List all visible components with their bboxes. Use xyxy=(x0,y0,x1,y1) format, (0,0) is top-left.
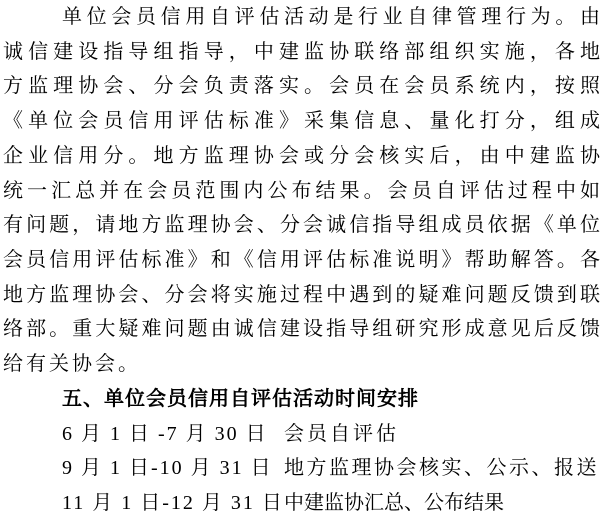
schedule-time: 9 月 1 日-10 月 31 日 xyxy=(62,457,273,480)
paragraph-line: 络部。重大疑难问题由诚信建设指导组研究形成意见后反馈 xyxy=(3,318,600,341)
paragraph-line: 统一汇总并在会员范围内公布结果。会员自评估过程中如 xyxy=(3,179,600,202)
body-paragraph xyxy=(3,0,600,382)
paragraph-line: 诚信建设指导组指导，中建监协联络部组织实施，各地 xyxy=(3,40,600,63)
schedule-activity: 中建监协汇总、公布结果 xyxy=(284,492,504,515)
section-heading: 五、单位会员信用自评估活动时间安排 xyxy=(62,387,419,410)
paragraph-line: 有问题，请地方监理协会、分会诚信指导组成员依据《单位 xyxy=(3,214,600,237)
schedule-activity: 地方监理协会核实、公示、报送 xyxy=(284,457,599,480)
paragraph-line: 地方监理协会、分会将实施过程中遇到的疑难问题反馈到联 xyxy=(3,283,600,306)
schedule-list xyxy=(3,417,600,521)
paragraph-line: 方监理协会、分会负责落实。会员在会员系统内，按照 xyxy=(3,75,600,98)
schedule-line xyxy=(3,451,600,486)
schedule-activity: 会员自评估 xyxy=(284,422,399,445)
paragraph-line: 《单位会员信用评估标准》采集信息、量化打分，组成 xyxy=(3,110,600,133)
paragraph-line: 单位会员信用自评估活动是行业自律管理行为。由 xyxy=(62,6,600,28)
schedule-time: 11 月 1 日-12 月 31 日 xyxy=(62,492,284,515)
schedule-time: 6 月 1 日 -7 月 30 日 xyxy=(62,422,268,445)
paragraph-line: 会员信用评估标准》和《信用评估标准说明》帮助解答。各 xyxy=(3,249,600,272)
schedule-line xyxy=(3,417,600,452)
paragraph-line: 给有关协会。 xyxy=(3,353,141,376)
schedule-line xyxy=(3,486,600,521)
paragraph-line: 企业信用分。地方监理协会或分会核实后，由中建监协 xyxy=(3,144,600,167)
